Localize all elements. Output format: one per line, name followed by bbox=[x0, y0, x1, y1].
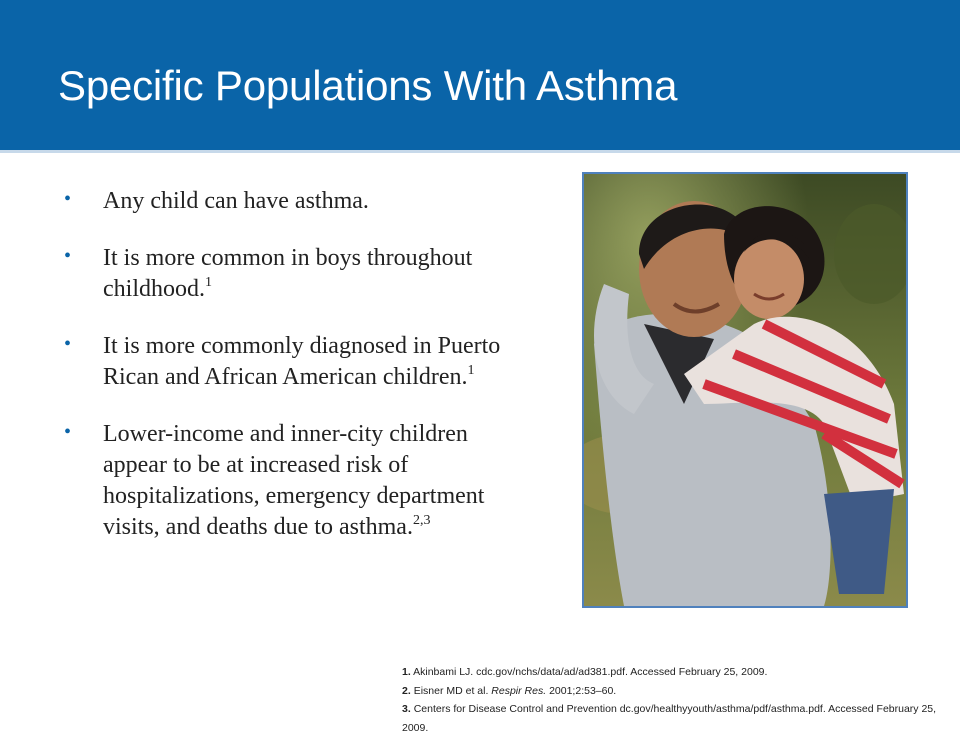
title-bar-rule bbox=[0, 150, 960, 153]
reference-item bbox=[402, 700, 958, 737]
bullet-dot: • bbox=[64, 333, 72, 355]
bullet-text: It is more common in boys throughout childhood. bbox=[103, 245, 473, 302]
bullet-text: Any child can have asthma. bbox=[103, 188, 369, 214]
photo-father-daughter-hug-icon bbox=[584, 174, 906, 606]
citation-superscript: 2,3 bbox=[412, 513, 431, 528]
citation-superscript: 1 bbox=[467, 363, 475, 378]
bullet-item bbox=[64, 331, 534, 393]
bullet-item bbox=[64, 243, 534, 305]
reference-item bbox=[402, 663, 958, 682]
bullet-dot: • bbox=[64, 245, 72, 267]
reference-item bbox=[402, 682, 958, 701]
reference-number: 1. bbox=[402, 666, 411, 678]
reference-number: 3. bbox=[402, 703, 411, 715]
bullet-dot: • bbox=[64, 421, 72, 443]
reference-text: Centers for Disease Control and Prevention dc.gov/healthyyouth/asthma/pdf/asthma.pdf. Accessed February 25, 2009. bbox=[402, 703, 937, 734]
slide-title: Specific Populations With Asthma bbox=[58, 62, 678, 109]
reference-text: Eisner MD et al. bbox=[413, 684, 492, 697]
references bbox=[402, 663, 958, 737]
title-bar bbox=[0, 0, 960, 150]
father-daughter-photo bbox=[582, 172, 908, 608]
bullet-list bbox=[64, 186, 534, 569]
reference-text: Akinbami LJ. cdc.gov/nchs/data/ad/ad381.pdf. Accessed February 25, 2009. bbox=[413, 666, 768, 678]
reference-number: 2. bbox=[402, 684, 411, 697]
reference-citation: 2001;2:53–60. bbox=[546, 684, 617, 697]
citation-superscript: 1 bbox=[205, 275, 212, 290]
bullet-item bbox=[64, 419, 534, 543]
bullet-text: It is more commonly diagnosed in Puerto Rican and African American children. bbox=[103, 333, 501, 390]
bullet-dot: • bbox=[64, 188, 72, 210]
reference-journal: Respir Res. bbox=[491, 684, 547, 697]
bullet-text: Lower-income and inner-city children appear to be at increased risk of hospitalizations, emergency department visits, and deaths due to asthma. bbox=[103, 421, 485, 540]
bullet-item bbox=[64, 186, 534, 217]
